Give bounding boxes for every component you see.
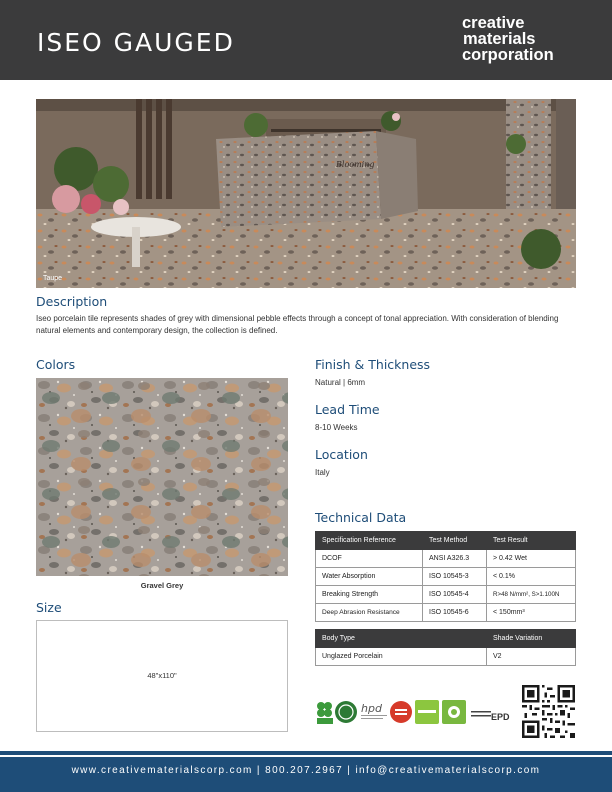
living-product-icon (442, 700, 466, 724)
table-cell: R>48 N/mm², S>1.100N (487, 586, 576, 604)
green-seal-icon (335, 701, 357, 723)
brand-logo (462, 15, 554, 63)
table-cell: Water Absorption (316, 568, 423, 586)
column-header: Specification Reference (316, 532, 423, 550)
table-cell: DCOF (316, 550, 423, 568)
table-row (316, 586, 576, 604)
declare-label-icon (415, 700, 439, 724)
table-cell: ISO 10545-6 (423, 604, 487, 622)
brand-line-2: materials (463, 30, 536, 48)
column-header: Body Type (316, 630, 487, 648)
hpd-logo-icon (361, 702, 387, 719)
location-heading: Location (315, 447, 368, 462)
column-header: Test Result (487, 532, 576, 550)
size-diagram (36, 620, 288, 732)
certification-logos (315, 698, 515, 726)
colors-heading: Colors (36, 357, 76, 372)
color-swatch-gravel-grey (36, 378, 288, 576)
table-cell: < 0.1% (487, 568, 576, 586)
table-cell: Deep Abrasion Resistance (316, 604, 423, 622)
column-header: Test Method (423, 532, 487, 550)
product-title: ISEO GAUGED (37, 28, 235, 57)
table-row (316, 568, 576, 586)
table-row (316, 550, 576, 568)
qr-code-icon[interactable] (522, 685, 575, 738)
technical-heading: Technical Data (315, 510, 407, 525)
color-swatch-label: Gravel Grey (140, 581, 184, 590)
table-header-row (316, 532, 576, 550)
table-row (316, 648, 576, 666)
footer-divider (0, 751, 612, 755)
table-cell: > 0.42 Wet (487, 550, 576, 568)
technical-data-table (315, 531, 576, 622)
table-cell: ISO 10545-4 (423, 586, 487, 604)
finish-heading: Finish & Thickness (315, 357, 431, 372)
location-value: Italy (315, 468, 330, 477)
table-cell: Unglazed Porcelain (316, 648, 487, 666)
epd-logo-icon (471, 711, 510, 722)
table-cell: Breaking Strength (316, 586, 423, 604)
page-header (0, 0, 612, 80)
table-header-row (316, 630, 576, 648)
page-footer (0, 757, 612, 792)
size-value: 48"x110" (147, 671, 177, 680)
red-list-icon (390, 701, 412, 723)
hero-sign-text: Blooming (336, 160, 375, 169)
hpd-logo-text: hpd (361, 702, 382, 715)
lead-time-value: 8-10 Weeks (315, 423, 358, 432)
table-cell: V2 (487, 648, 576, 666)
lead-time-heading: Lead Time (315, 402, 380, 417)
table-cell: ANSI A326.3 (423, 550, 487, 568)
clover-icon (317, 702, 333, 724)
table-cell: ISO 10545-3 (423, 568, 487, 586)
epd-logo-text: EPD (491, 712, 510, 722)
brand-line-3: corporation (462, 46, 554, 64)
table-cell: < 150mm³ (487, 604, 576, 622)
brand-line-1: creative (462, 14, 525, 32)
hero-caption: Taupe (43, 275, 63, 282)
description-text: Iseo porcelain tile represents shades of grey with dimensional pebble effects through a concept of tonal appreciation. With consideration of blending natural elements and contemporary design, the collection is defined. (36, 314, 559, 335)
finish-value: Natural | 6mm (315, 378, 366, 387)
column-header: Shade Variation (487, 630, 576, 648)
size-heading: Size (36, 600, 62, 615)
footer-contact[interactable]: www.creativematerialscorp.com | 800.207.2967 | info@creativematerialscorp.com (71, 765, 541, 776)
hero-image (36, 99, 576, 288)
body-type-table (315, 629, 576, 666)
table-row (316, 604, 576, 622)
description-heading: Description (36, 294, 108, 309)
